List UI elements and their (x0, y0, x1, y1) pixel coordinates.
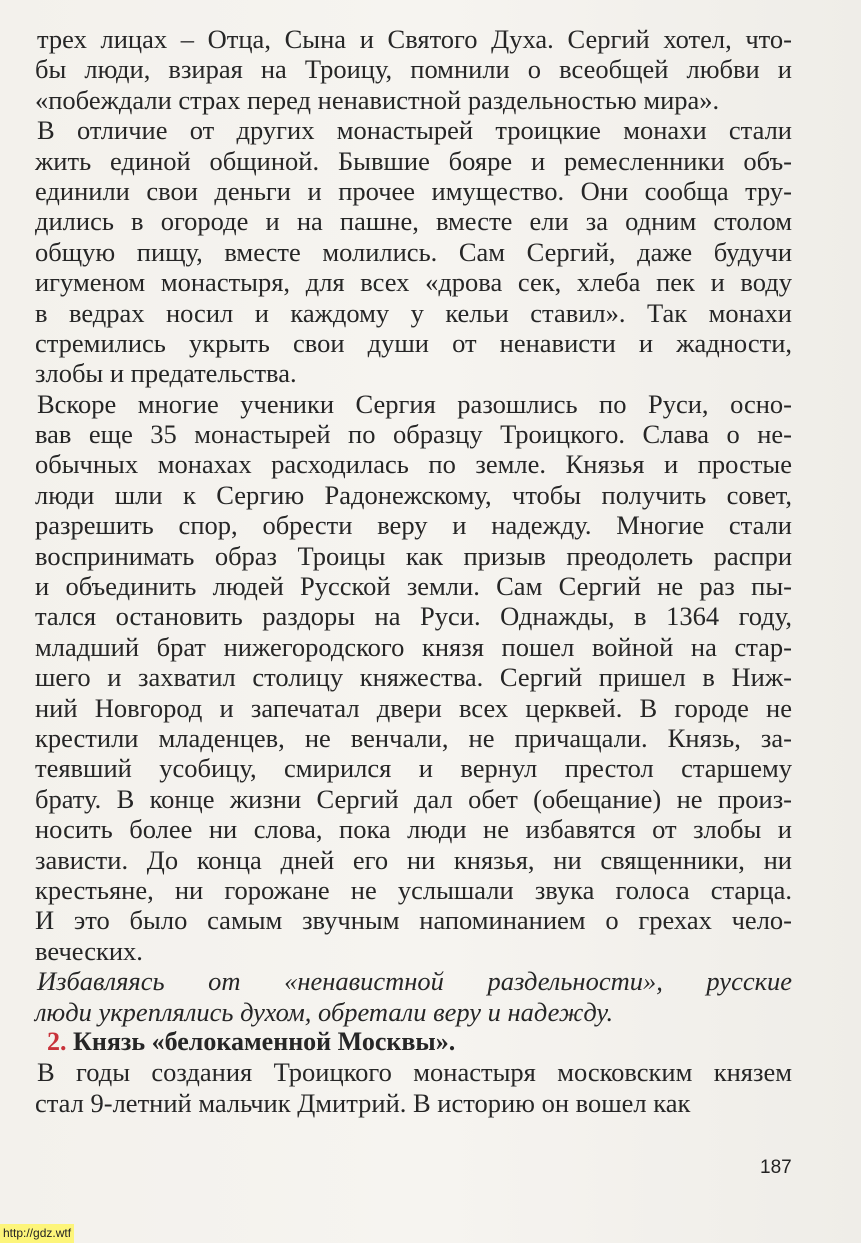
section-heading (35, 1027, 792, 1057)
text-line: воспринимать образ Троицы как призыв преодолеть распри (35, 540, 792, 571)
italic-summary-paragraph (35, 966, 792, 1027)
text-line: «побеждали страх перед ненавистной раздельностью мира». (35, 84, 720, 115)
text-line: веческих. (35, 935, 143, 966)
text-line: и объединить людей Русской земли. Сам Сергий не раз пы- (35, 571, 792, 602)
text-line: трех лицах – Отца, Сына и Святого Духа. Сергий хотел, что- (37, 24, 792, 54)
text-line: стремились укрыть свои души от ненависти и жадности, (35, 327, 792, 358)
paragraph (35, 389, 792, 966)
text-line: В годы создания Троицкого монастыря московским князем (37, 1057, 792, 1088)
text-line: бы люди, взирая на Троицу, помнили о всеобщей любви и (35, 54, 792, 85)
text-line: люди укреплялись духом, обретали веру и надежду. (35, 996, 614, 1027)
text-line: жить единой общиной. Бывшие бояре и ремесленники объ- (35, 145, 792, 176)
text-line: В отличие от других монастырей троицкие монахи стали (37, 115, 792, 146)
text-line: в ведрах носил и каждому у кельи ставил». Так монахи (35, 297, 792, 328)
section-number: 2. (47, 1026, 67, 1056)
text-line: зависти. До конца дней его ни князья, ни священники, ни (35, 844, 792, 875)
text-line: общую пищу, вместе молились. Сам Сергий, даже будучи (35, 236, 792, 267)
text-line: младший брат нижегородского князя пошел войной на стар- (35, 631, 792, 662)
text-line: дились в огороде и на пашне, вместе ели за одним столом (35, 206, 792, 237)
page-body-text (35, 24, 792, 1118)
watermark-link[interactable]: http://gdz.wtf (0, 1224, 74, 1243)
text-line: крестьяне, ни горожане не услышали звука голоса старца. (35, 874, 792, 905)
text-line: злобы и предательства. (35, 358, 297, 389)
text-line: брату. В конце жизни Сергий дал обет (обещание) не произ- (35, 783, 792, 814)
text-line: обычных монахах расходилась по земле. Князья и простые (35, 449, 792, 480)
paragraph (35, 24, 792, 115)
text-line: тался остановить раздоры на Руси. Однажды, в 1364 году, (35, 601, 792, 632)
final-paragraph (35, 1057, 792, 1118)
text-line: Вскоре многие ученики Сергия разошлись по Руси, осно- (37, 388, 792, 419)
paragraph (35, 115, 792, 389)
text-line: единили свои деньги и прочее имущество. Они сообща тру- (35, 175, 792, 206)
text-line: носить более ни слова, пока люди не избавятся от злобы и (35, 814, 792, 845)
text-line: ний Новгород и запечатал двери всех церквей. В городе не (35, 692, 792, 723)
paragraphs (35, 24, 792, 1027)
text-line: игуменом монастыря, для всех «дрова сек, хлеба пек и воду (35, 267, 792, 298)
text-line: И это было самым звучным напоминанием о грехах чело- (35, 905, 792, 936)
page-number: 187 (760, 1157, 792, 1178)
text-line: теявший усобицу, смирился и вернул престол старшему (35, 753, 792, 784)
text-line: вав еще 35 монастырей по образцу Троицкого. Слава о не- (35, 419, 792, 450)
text-line: Избавляясь от «ненавистной раздельности», русские (37, 966, 792, 997)
section-title: Князь «белокаменной Москвы». (73, 1026, 456, 1056)
text-line: разрешить спор, обрести веру и надежду. Многие стали (35, 510, 792, 541)
text-line: шего и захватил столицу княжества. Сергий пришел в Ниж- (35, 662, 792, 693)
text-line: стал 9-летний мальчик Дмитрий. В историю он вошел как (35, 1087, 691, 1118)
text-line: крестили младенцев, не венчали, не причащали. Князь, за- (35, 722, 792, 753)
text-line: люди шли к Сергию Радонежскому, чтобы получить совет, (35, 479, 792, 510)
